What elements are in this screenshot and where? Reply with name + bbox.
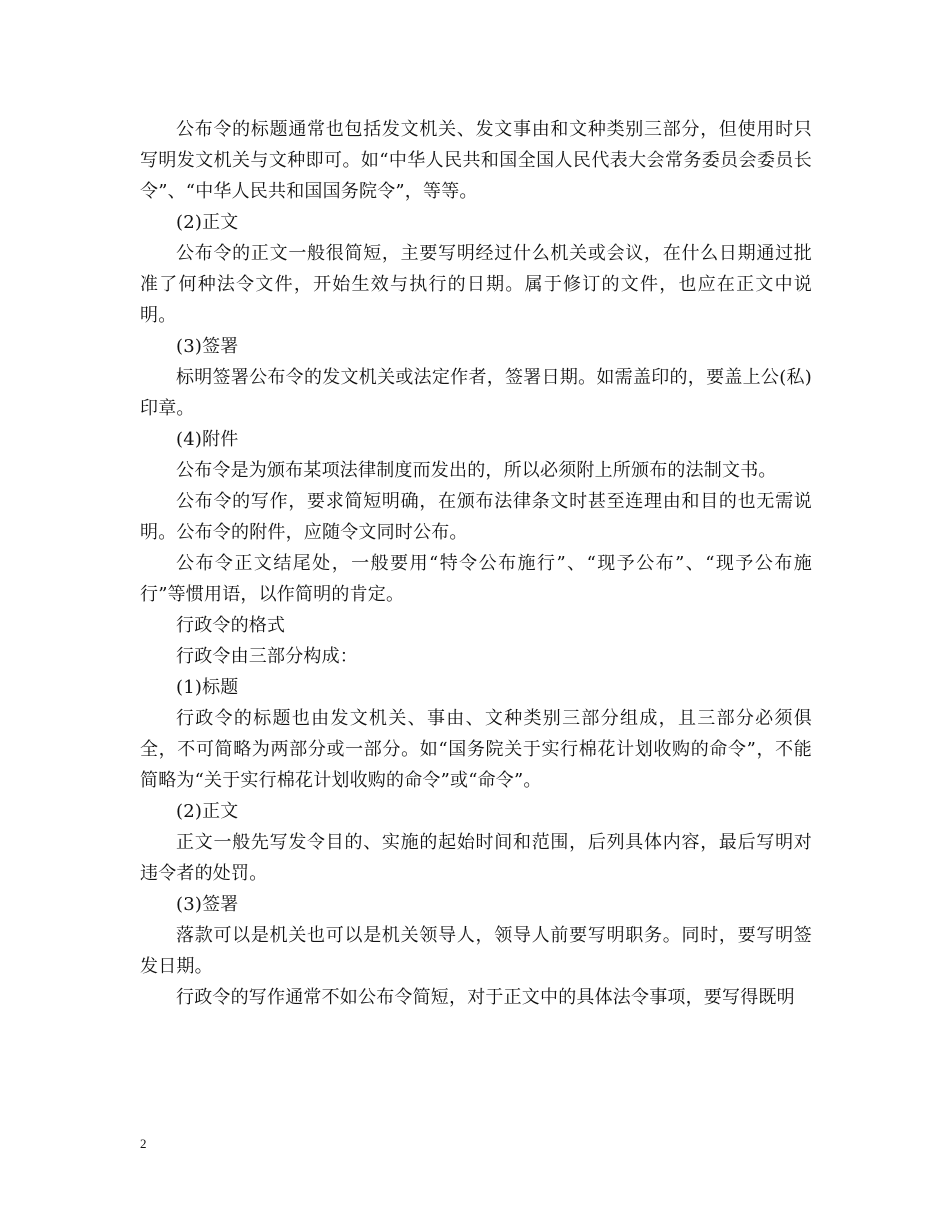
paragraph: 标明签署公布令的发文机关或法定作者，签署日期。如需盖印的，要盖上公(私)印章。 bbox=[140, 367, 812, 419]
section-heading: (4)附件 bbox=[176, 429, 239, 450]
document-body bbox=[140, 114, 812, 1013]
paragraph: 行政令的标题也由发文机关、事由、文种类别三部分组成，且三部分必须俱全，不可简略为两部分或一部分。如“国务院关于实行棉花计划收购的命令”，不能简略为“关于实行棉花计划收购的命令”或“命令”。 bbox=[140, 708, 812, 791]
section-heading: (3)签署 bbox=[176, 336, 239, 357]
paragraph: 公布令的写作，要求简短明确，在颁布法律条文时甚至连理由和目的也无需说明。公布令的附件，应随令文同时公布。 bbox=[140, 491, 812, 543]
section-heading: (3)签署 bbox=[176, 894, 239, 915]
paragraph: 行政令由三部分构成： bbox=[176, 646, 358, 667]
paragraph: 公布令的标题通常也包括发文机关、发文事由和文种类别三部分，但使用时只写明发文机关与文种即可。如“中华人民共和国全国人民代表大会常务委员会委员长令”、“中华人民共和国国务院令”，等等。 bbox=[140, 119, 812, 202]
paragraph: 公布令是为颁布某项法律制度而发出的，所以必须附上所颁布的法制文书。 bbox=[176, 460, 777, 481]
section-heading: (1)标题 bbox=[176, 677, 239, 698]
paragraph: 公布令的正文一般很简短，主要写明经过什么机关或会议，在什么日期通过批准了何种法令文件，开始生效与执行的日期。属于修订的文件，也应在正文中说明。 bbox=[140, 243, 812, 326]
section-heading: (2)正文 bbox=[176, 212, 239, 233]
paragraph: 行政令的写作通常不如公布令简短，对于正文中的具体法令事项，要写得既明 bbox=[176, 987, 795, 1008]
section-heading: (2)正文 bbox=[176, 801, 239, 822]
paragraph: 落款可以是机关也可以是机关领导人，领导人前要写明职务。同时，要写明签发日期。 bbox=[140, 925, 812, 977]
section-heading: 行政令的格式 bbox=[176, 615, 286, 636]
paragraph: 公布令正文结尾处，一般要用“特令公布施行”、“现予公布”、“现予公布施行”等惯用语，以作简明的肯定。 bbox=[140, 553, 812, 605]
page-number: 2 bbox=[140, 1136, 147, 1151]
paragraph: 正文一般先写发令目的、实施的起始时间和范围，后列具体内容，最后写明对违令者的处罚。 bbox=[140, 832, 812, 884]
